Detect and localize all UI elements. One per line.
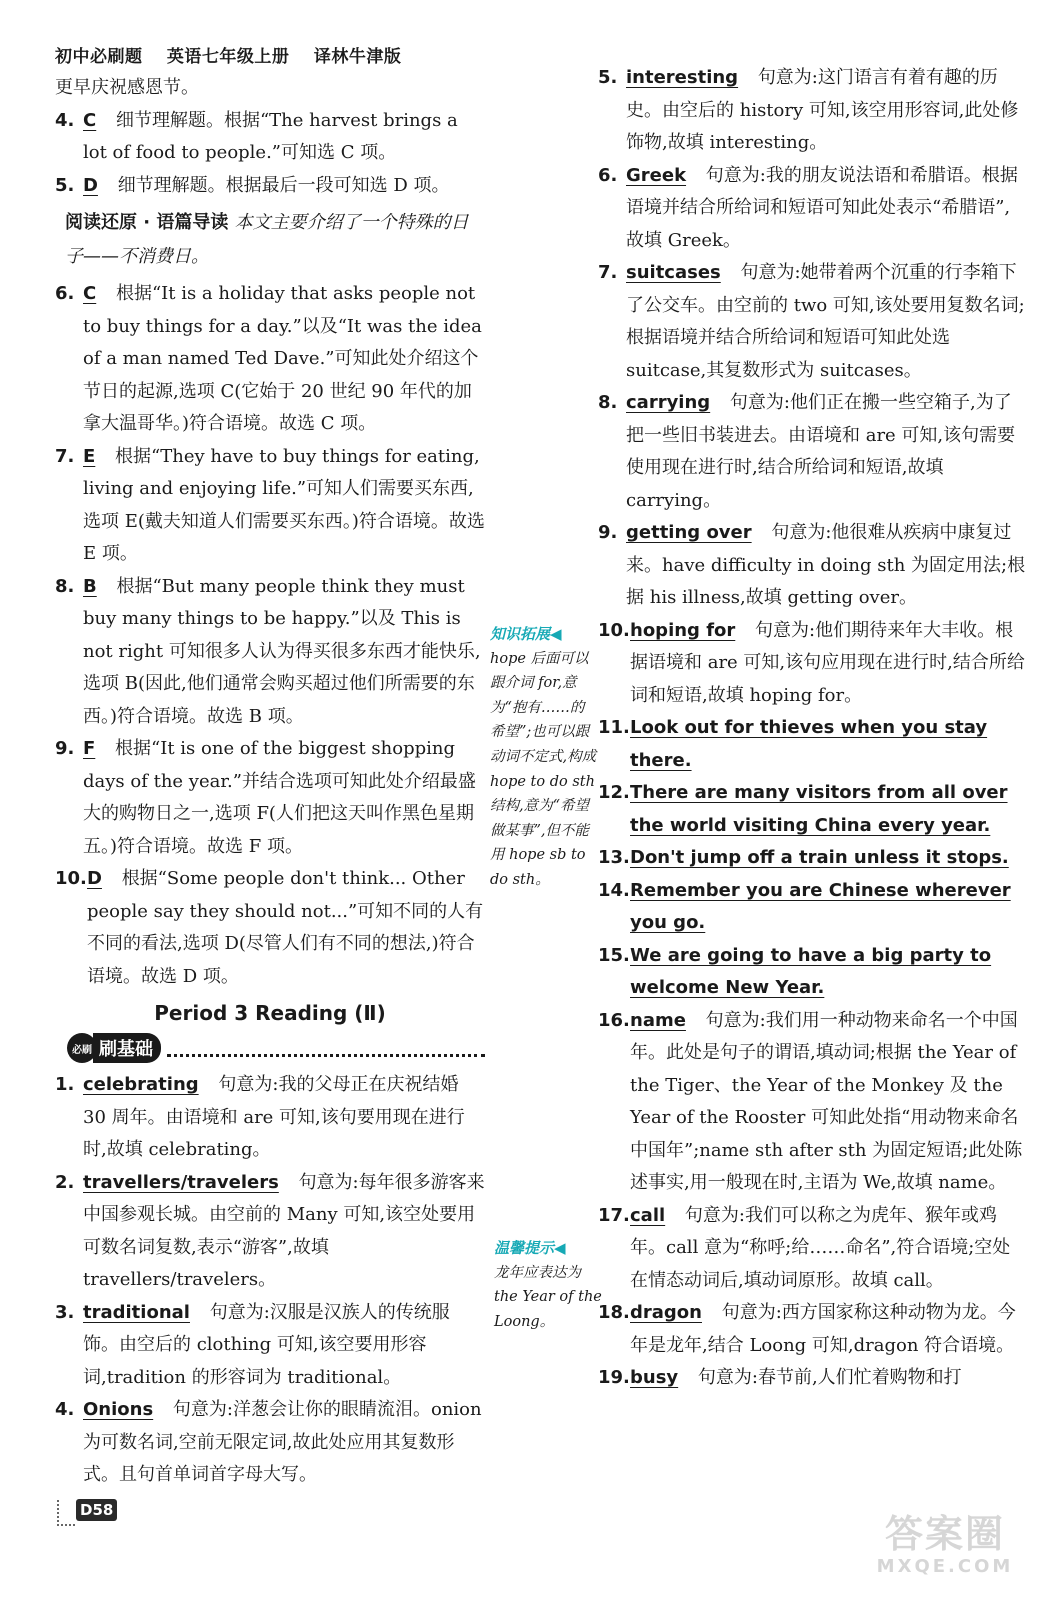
answer-sentence: There are many visitors from all over the world visiting China every year. bbox=[630, 782, 1008, 836]
explanation: 句意为:西方国家称这种动物为龙。今年是龙年,结合 Loong 可知,dragon 符合语境。 bbox=[630, 1302, 1016, 1356]
subject-title: 英语七年级上册 bbox=[166, 47, 290, 67]
edition-title: 译林牛津版 bbox=[313, 47, 402, 67]
corner-decoration bbox=[57, 1500, 75, 1526]
answer-key: Onions bbox=[83, 1399, 154, 1420]
dotted-divider bbox=[167, 1040, 485, 1057]
answer-key: C bbox=[83, 283, 97, 304]
answer-item: 4. Onions 句意为:洋葱会让你的眼睛流泪。onion 为可数名词,空前无限定词,故此处应用其复数形式。且句首单词首字母大写。 bbox=[55, 1399, 482, 1485]
explanation: 根据“It is a holiday that asks people not to buy things for a day.”以及“It was the idea of a man named Ted Dave.”可知此处介绍这个节日的起源,选项 C(它始于 20 世纪 90 年代的加拿大温哥华。)符合语境。故选 C 项。 bbox=[83, 283, 482, 434]
answer-item: 10. D 根据“Some people don't think... Other people say they should not...”可知不同的人有不同的看法,选项 D(尽管人们有不同的想法,)符合语境。故选 D 项。 bbox=[55, 868, 484, 987]
arrow-icon: ◀ bbox=[550, 625, 562, 643]
explanation: 根据“They have to buy things for eating, living and enjoying life.”可知人们需要买东西,选项 E(戴夫知道人们需要买东西。)符合语境。故选 E 项。 bbox=[83, 445, 485, 564]
answer-item: 12. There are many visitors from all over the world visiting China every year. bbox=[598, 782, 1008, 836]
explanation: 细节理解题。根据“The harvest brings a lot of food to people.”可知选 C 项。 bbox=[83, 109, 458, 163]
watermark-logo: 答案圈 bbox=[884, 1512, 1005, 1556]
explanation: 句意为:汉服是汉族人的传统服饰。由空后的 clothing 可知,该空要用形容词,tradition 的形容词为 traditional。 bbox=[83, 1301, 450, 1388]
answer-key: interesting bbox=[626, 67, 739, 88]
side-note-tag: 知识拓展◀ bbox=[490, 625, 562, 643]
answer-item: 6. C 根据“It is a holiday that asks people not to buy things for a day.”以及“It was the idea of a man named Ted Dave.”可知此处介绍这个节日的起源,选项 C(它始于 20 世纪 90 年代的加拿大温哥华。)符合语境。故选 C 项。 bbox=[55, 283, 482, 434]
answer-item: 1. celebrating 句意为:我的父母正在庆祝结婚 30 周年。由语境和 are 可知,该句要用现在进行时,故填 celebrating。 bbox=[55, 1074, 465, 1160]
answer-item: 14. Remember you are Chinese wherever you go. bbox=[598, 879, 1011, 933]
right-column bbox=[598, 62, 1028, 1395]
explanation: 句意为:他们正在搬一些空箱子,为了把一些旧书装进去。由语境和 are 可知,该句需要使用现在进行时,结合所给词和短语,故填 carrying。 bbox=[626, 392, 1016, 511]
reading-guide bbox=[65, 206, 485, 274]
explanation: 句意为:这门语言有着有趣的历史。由空后的 history 可知,该空用形容词,此处修饰物,故填 interesting。 bbox=[626, 67, 1019, 153]
section-label: 刷基础 bbox=[93, 1033, 161, 1063]
brush-icon: 必刷 bbox=[67, 1033, 97, 1063]
answer-sentence: Look out for thieves when you stay there. bbox=[630, 717, 988, 771]
answer-item: 4. C 细节理解题。根据“The harvest brings a lot of food to people.”可知选 C 项。 bbox=[55, 109, 458, 163]
answer-item: 8. carrying 句意为:他们正在搬一些空箱子,为了把一些旧书装进去。由语境和 are 可知,该句需要使用现在进行时,结合所给词和短语,故填 carrying。 bbox=[598, 392, 1016, 511]
explanation: 句意为:我的父母正在庆祝结婚 30 周年。由语境和 are 可知,该句要用现在进行时,故填 celebrating。 bbox=[83, 1074, 465, 1160]
side-note-tip bbox=[494, 1236, 602, 1334]
explanation: 细节理解题。根据最后一段可知选 D 项。 bbox=[117, 174, 450, 196]
answer-item: 2. travellers/travelers 句意为:每年很多游客来中国参观长城。由空前的 Many 可知,该空处要用可数名词复数,表示“游客”,故填 travellers/travelers。 bbox=[55, 1171, 485, 1290]
answer-key: D bbox=[87, 868, 102, 889]
answer-item: 9. getting over 句意为:他很难从疾病中康复过来。have difficulty in doing sth 为固定用法;根据 his illness,故填 getting over。 bbox=[598, 522, 1026, 608]
answer-item: 11. Look out for thieves when you stay there. bbox=[598, 717, 988, 771]
answer-key: dragon bbox=[630, 1302, 702, 1323]
page-header bbox=[55, 42, 419, 67]
explanation: 根据“It is one of the biggest shopping days of the year.”并结合选项可知此处介绍最盛大的购物日之一,选项 F(人们把这天叫作黑色星期五。)符合语境。故选 F 项。 bbox=[83, 738, 476, 857]
answer-item: 13. Don't jump off a train unless it stops. bbox=[598, 847, 1009, 868]
section-badge bbox=[67, 1033, 485, 1063]
explanation: 句意为:我的朋友说法语和希腊语。根据语境并结合所给词和短语可知此处表示“希腊语”,故填 Greek。 bbox=[626, 164, 1018, 251]
answer-key: call bbox=[630, 1204, 666, 1226]
answer-key: F bbox=[83, 738, 96, 759]
answer-key: carrying bbox=[626, 392, 711, 413]
answer-item: 6. Greek 句意为:我的朋友说法语和希腊语。根据语境并结合所给词和短语可知此处表示“希腊语”,故填 Greek。 bbox=[598, 164, 1018, 251]
answer-item: 8. B 根据“But many people think they must buy many things to be happy.”以及 This is not right 可知很多人认为得买很多东西才能快乐,选项 B(因此,他们通常会购买超过他们所需要的东西。)符合语境。故选 B 项。 bbox=[55, 575, 481, 727]
answer-sentence: Remember you are Chinese wherever you go. bbox=[630, 879, 1011, 933]
answer-key: name bbox=[630, 1009, 686, 1031]
left-column bbox=[55, 72, 485, 1492]
explanation: 句意为:春节前,人们忙着购物和打 bbox=[697, 1367, 962, 1388]
answer-item: 10. hoping for 句意为:他们期待来年大丰收。根据语境和 are 可知,该句应用现在进行时,结合所给词和短语,故填 hoping for。 bbox=[598, 619, 1025, 706]
answer-sentence: Don't jump off a train unless it stops. bbox=[630, 847, 1009, 868]
period-title: Period 3 Reading (Ⅱ) bbox=[154, 1001, 386, 1025]
explanation: 句意为:他很难从疾病中康复过来。have difficulty in doing sth 为固定用法;根据 his illness,故填 getting over。 bbox=[626, 522, 1026, 608]
side-note-knowledge bbox=[490, 622, 598, 893]
answer-key: D bbox=[83, 174, 98, 196]
answer-item: 16. name 句意为:我们用一种动物来命名一个中国年。此处是句子的谓语,填动词;根据 the Year of the Tiger、the Year of the Monkey 及 the Year of the Rooster 可知此处指“用动物来命名中国年”;name sth after sth 为固定短语;此处陈述事实,用一般现在时,主语为 We,故填 name。 bbox=[598, 1009, 1023, 1193]
answer-key: busy bbox=[630, 1367, 679, 1388]
answer-key: B bbox=[83, 575, 97, 597]
explanation: 根据“But many people think they must buy many things to be happy.”以及 This is not right 可知很多人认为得买很多东西才能快乐,选项 B(因此,他们通常会购买超过他们所需要的东西。)符合语境。故选 B 项。 bbox=[83, 575, 481, 727]
explanation: 句意为:每年很多游客来中国参观长城。由空前的 Many 可知,该空处要用可数名词复数,表示“游客”,故填 travellers/travelers。 bbox=[83, 1171, 485, 1290]
explanation: 根据“Some people don't think... Other people say they should not...”可知不同的人有不同的看法,选项 D(尽管人们有不同的想法,)符合语境。故选 D 项。 bbox=[87, 868, 484, 987]
answer-item: 15. We are going to have a big party to welcome New Year. bbox=[598, 944, 992, 998]
side-note-text: hope 后面可以跟介词 for,意为“抱有……的希望”;也可以跟动词不定式,构成 hope to do sth 结构,意为“希望做某事”,但不能用 hope sb to do sth。 bbox=[490, 650, 597, 888]
explanation: 句意为:洋葱会让你的眼睛流泪。onion 为可数名词,空前无限定词,故此处应用其复数形式。且句首单词首字母大写。 bbox=[83, 1399, 482, 1485]
explanation: 句意为:我们可以称之为虎年、猴年或鸡年。call 意为“称呼;给……命名”,符合语境;空处在情态动词后,填动词原形。故填 call。 bbox=[630, 1204, 1011, 1291]
answer-item: 7. suitcases 句意为:她带着两个沉重的行李箱下了公交车。由空前的 two 可知,该处要用复数名词;根据语境并结合所给词和短语可知此处选 suitcase,其复数形式为 suitcases。 bbox=[598, 262, 1025, 381]
answer-item: 9. F 根据“It is one of the biggest shopping days of the year.”并结合选项可知此处介绍最盛大的购物日之一,选项 F(人们把这天叫作黑色星期五。)符合语境。故选 F 项。 bbox=[55, 738, 476, 857]
answer-key: celebrating bbox=[83, 1074, 199, 1095]
page-number: D58 bbox=[76, 1499, 117, 1521]
answer-item: 5. interesting 句意为:这门语言有着有趣的历史。由空后的 history 可知,该空用形容词,此处修饰物,故填 interesting。 bbox=[598, 67, 1019, 153]
explanation: 句意为:我们用一种动物来命名一个中国年。此处是句子的谓语,填动词;根据 the Year of the Tiger、the Year of the Monkey 及 the Year of the Rooster 可知此处指“用动物来命名中国年”;name sth after sth 为固定短语;此处陈述事实,用一般现在时,主语为 We,故填 name。 bbox=[630, 1009, 1023, 1193]
answer-item: 17. call 句意为:我们可以称之为虎年、猴年或鸡年。call 意为“称呼;给……命名”,符合语境;空处在情态动词后,填动词原形。故填 call。 bbox=[598, 1204, 1011, 1291]
answer-key: C bbox=[83, 109, 97, 131]
answer-sentence: We are going to have a big party to welcome New Year. bbox=[630, 944, 992, 998]
answer-key: suitcases bbox=[626, 262, 721, 283]
answer-key: travellers/travelers bbox=[83, 1171, 279, 1193]
explanation: 句意为:他们期待来年大丰收。根据语境和 are 可知,该句应用现在进行时,结合所给词和短语,故填 hoping for。 bbox=[630, 619, 1025, 706]
continuation-line: 更早庆祝感恩节。 bbox=[55, 77, 199, 98]
answer-key: hoping for bbox=[630, 619, 736, 641]
side-note-tag: 温馨提示◀ bbox=[494, 1239, 566, 1257]
book-title: 初中必刷题 bbox=[55, 47, 143, 67]
watermark-url: MXQE.COM bbox=[876, 1556, 1014, 1577]
guide-title: 阅读还原 · 语篇导读 bbox=[65, 212, 229, 233]
guide-body: 本文主要介绍了一个特殊的日子——不消费日。 bbox=[65, 212, 469, 267]
answer-item: 19. busy 句意为:春节前,人们忙着购物和打 bbox=[598, 1367, 962, 1388]
answer-item: 5. D 细节理解题。根据最后一段可知选 D 项。 bbox=[55, 174, 450, 196]
answer-key: traditional bbox=[83, 1301, 190, 1323]
answer-item: 3. traditional 句意为:汉服是汉族人的传统服饰。由空后的 clothing 可知,该空要用形容词,tradition 的形容词为 traditional。 bbox=[55, 1301, 450, 1388]
answer-key: getting over bbox=[626, 522, 752, 543]
watermark bbox=[855, 1512, 1035, 1582]
arrow-icon: ◀ bbox=[554, 1239, 566, 1257]
answer-item: 7. E 根据“They have to buy things for eating, living and enjoying life.”可知人们需要买东西,选项 E(戴夫知道人们需要买东西。)符合语境。故选 E 项。 bbox=[55, 445, 485, 564]
explanation: 句意为:她带着两个沉重的行李箱下了公交车。由空前的 two 可知,该处要用复数名词;根据语境并结合所给词和短语可知此处选 suitcase,其复数形式为 suitcases。 bbox=[626, 262, 1025, 381]
answer-key: Greek bbox=[626, 164, 687, 186]
answer-item: 18. dragon 句意为:西方国家称这种动物为龙。今年是龙年,结合 Loong 可知,dragon 符合语境。 bbox=[598, 1302, 1016, 1356]
answer-key: E bbox=[83, 445, 96, 467]
side-note-text: 龙年应表达为 the Year of the Loong。 bbox=[494, 1264, 602, 1330]
